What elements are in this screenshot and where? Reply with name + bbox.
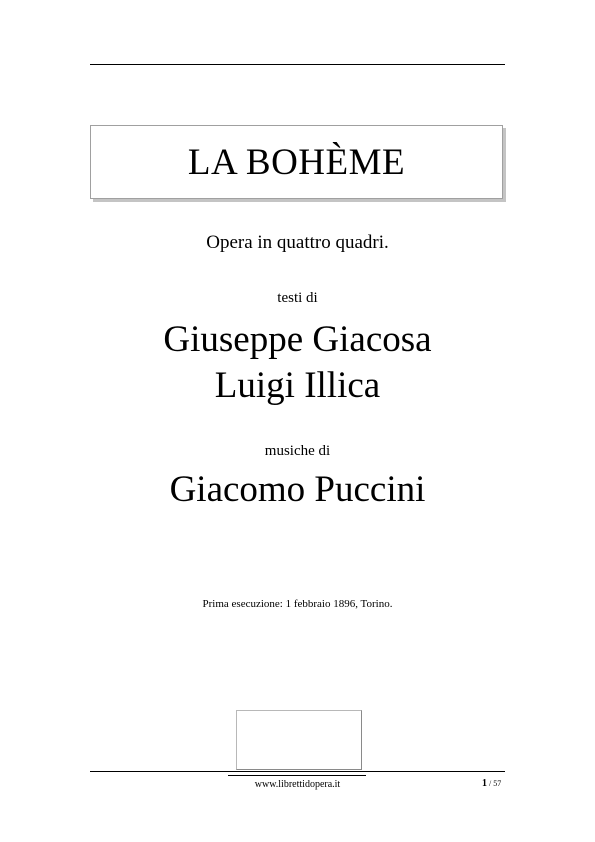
page-total: 57 bbox=[493, 779, 502, 788]
author-giacosa: Giuseppe Giacosa bbox=[163, 319, 432, 360]
footer-website-link[interactable]: www.librettidopera.it bbox=[254, 779, 341, 790]
page-title: LA BOHÈME bbox=[187, 141, 406, 183]
image-placeholder bbox=[236, 710, 362, 770]
title-box bbox=[90, 125, 503, 199]
footer-mini-rule bbox=[228, 775, 366, 776]
composer-name: Giacomo Puccini bbox=[169, 469, 426, 510]
footer-rule bbox=[90, 771, 505, 772]
page-counter bbox=[482, 778, 501, 789]
subtitle: Opera in quattro quadri. bbox=[206, 232, 389, 253]
top-rule bbox=[90, 64, 505, 65]
page-current: 1 bbox=[482, 778, 487, 789]
author-illica: Luigi Illica bbox=[214, 365, 381, 406]
lyrics-label: testi di bbox=[277, 290, 318, 306]
premiere-note: Prima esecuzione: 1 febbraio 1896, Torino. bbox=[202, 598, 393, 610]
page-separator: / bbox=[487, 779, 494, 788]
music-label: musiche di bbox=[264, 443, 331, 459]
